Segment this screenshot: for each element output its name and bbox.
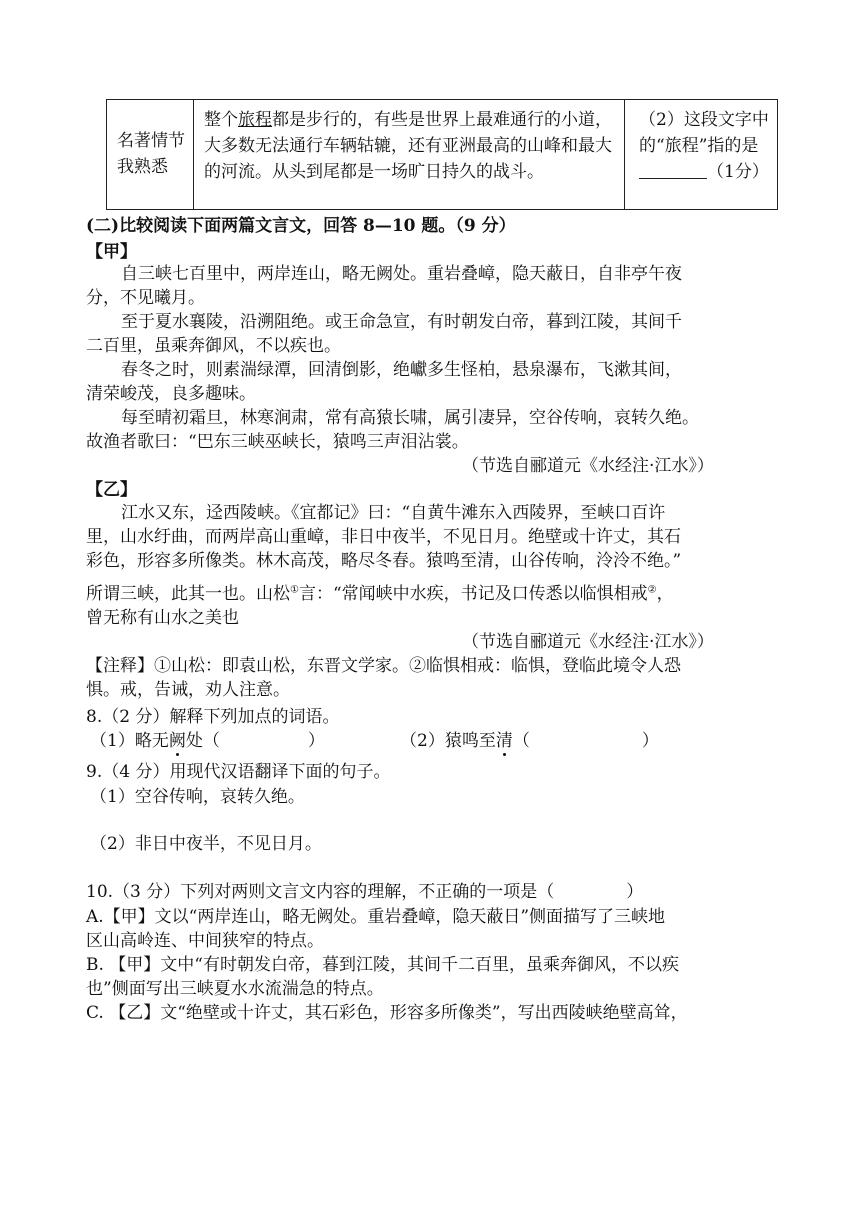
q10-text: 10.（3 分）下列对两则文言文内容的理解，不正确的一项是（ xyxy=(86,882,555,902)
yi-line: 曾无称有山水之美也 xyxy=(86,608,239,628)
yi-line: 里，山水纡曲，而两岸高山重嶂，非日中夜半，不见日月。绝壁或十许丈，其石 xyxy=(86,527,681,547)
q10-text: ） xyxy=(626,882,644,902)
table-question xyxy=(625,100,777,185)
passage-text-start: 整个 xyxy=(204,110,238,130)
question-8-item-2 xyxy=(400,729,659,753)
underlined-word: 旅程 xyxy=(238,110,272,130)
table-row-label: 名著情节我熟悉 xyxy=(117,131,185,177)
yi-line xyxy=(86,582,674,606)
question-9-sentence-1: （1）空谷传响，哀转久绝。 xyxy=(90,787,305,807)
jia-line: 春冬之时，则素湍绿潭，回清倒影，绝巘多生怪柏，悬泉瀑布，飞漱其间， xyxy=(121,360,682,380)
table-passage-cell xyxy=(194,100,625,210)
notes-line: 【注释】①山松：即袁山松，东晋文学家。②临惧相戒：临惧，登临此境令人恐 xyxy=(86,656,681,676)
yi-line: 彩色，形容多所像类。林木高茂，略尽冬春。猿鸣至清，山谷传响，泠泠不绝。” xyxy=(86,551,682,571)
q8-text: ） xyxy=(307,731,325,751)
section-title: (二)比较阅读下面两篇文言文，回答 8—10 题。（9 分） xyxy=(86,216,516,236)
jia-source: （节选自郦道元《水经注·江水》） xyxy=(462,456,714,476)
passage-jia-label: 【甲】 xyxy=(86,242,137,262)
option-c-line: C. 【乙】文“绝壁或十许丈，其石彩色，形容多所像类”，写出西陵峡绝壁高耸， xyxy=(86,1003,688,1023)
yi-source: （节选自郦道元《水经注·江水》） xyxy=(462,632,714,652)
question-text: （2）这段文字中的“旅程”指的是 xyxy=(639,110,769,156)
yi-text: ， xyxy=(656,584,674,604)
q8-text: （2）猿鸣至 xyxy=(400,731,496,751)
dotted-word: 清 xyxy=(495,731,513,751)
note-marker: ① xyxy=(290,584,299,596)
notes-line: 惧。戒，告诫，劝人注意。 xyxy=(86,680,290,700)
jia-line: 二百里，虽乘奔御风，不以疾也。 xyxy=(86,336,341,356)
jia-line: 分，不见曦月。 xyxy=(86,288,205,308)
q8-text: 处（ xyxy=(185,731,220,751)
note-marker: ② xyxy=(647,584,657,596)
dotted-word: 阙 xyxy=(168,731,186,751)
jia-line: 每至晴初霜旦，林寒涧肃，常有高猿长啸，属引凄异，空谷传响，哀转久绝。 xyxy=(121,408,699,428)
jia-line: 至于夏水襄陵，沿溯阻绝。或王命急宣，有时朝发白帝，暮到江陵，其间千 xyxy=(121,312,682,332)
option-b-line: 也”侧面写出三峡夏水水流湍急的特点。 xyxy=(86,979,384,999)
jia-line: 故渔者歌曰：“巴东三峡巫峡长，猿鸣三声泪沾裳。 xyxy=(86,432,469,452)
reading-table xyxy=(106,99,778,210)
q8-text: （1）略无 xyxy=(90,731,169,751)
option-b-line: B. 【甲】文中“有时朝发白帝，暮到江陵，其间千二百里，虽乘奔御风，不以疾 xyxy=(86,955,679,975)
question-10-title xyxy=(86,880,643,904)
question-8-item-1 xyxy=(90,729,325,753)
passage-text-rest: 都是步行的，有些是世界上最难通行的小道，大多数无法通行车辆轱辘，还有亚洲最高的山峰和最大的河流。从头到尾都是一场旷日持久的战斗。 xyxy=(204,110,612,182)
question-9-sentence-2: （2）非日中夜半，不见日月。 xyxy=(90,834,322,854)
yi-line: 江水又东，迳西陵峡。《宜都记》曰：“自黄牛滩东入西陵界，至峡口百许 xyxy=(121,503,666,523)
question-8-title: 8.（2 分）解释下列加点的词语。 xyxy=(86,707,340,727)
option-a-line: 区山高岭连、中间狭窄的特点。 xyxy=(86,931,324,951)
table-row-label-cell xyxy=(107,100,194,210)
q8-text: （ xyxy=(512,731,530,751)
question-9-title: 9.（4 分）用现代汉语翻译下面的句子。 xyxy=(86,762,391,782)
table-passage xyxy=(194,100,624,185)
jia-line: 清荣峻茂，良多趣味。 xyxy=(86,384,256,404)
q8-text: ） xyxy=(641,731,659,751)
yi-text: 所谓三峡，此其一也。山松 xyxy=(86,584,290,604)
yi-text: 言：“常闻峡中水疾，书记及口传悉以临惧相戒 xyxy=(298,584,648,604)
passage-yi-label: 【乙】 xyxy=(86,480,137,500)
jia-line: 自三峡七百里中，两岸连山，略无阙处。重岩叠嶂，隐天蔽日，自非亭午夜 xyxy=(121,264,682,284)
table-question-cell xyxy=(625,100,778,210)
question-score: （1分） xyxy=(707,162,769,182)
answer-blank[interactable] xyxy=(639,160,707,179)
option-a-line: A.【甲】文以“两岸连山，略无阙处。重岩叠嶂，隐天蔽日”侧面描写了三峡地 xyxy=(86,907,666,927)
